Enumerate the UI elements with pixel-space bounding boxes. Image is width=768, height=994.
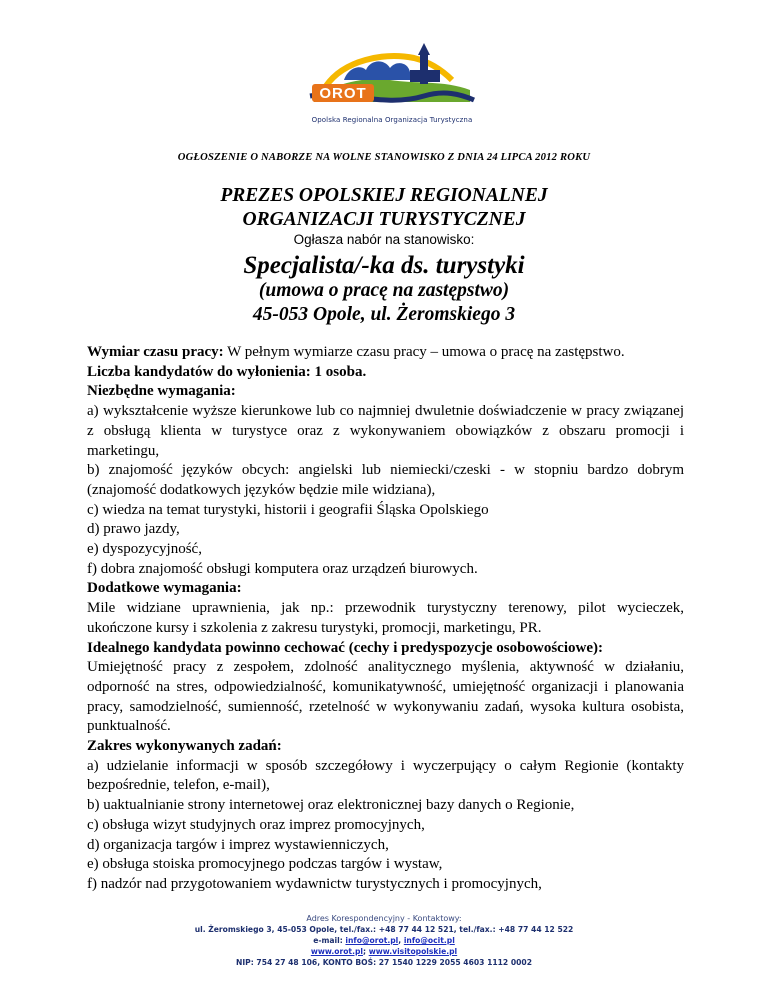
- task-item-a: a) udzielanie informacji w sposób szczegółowy i wyczerpujący o całym Regionie (kontakty bezpośrednie, telefon, e-mail),: [87, 757, 684, 794]
- footer-web-sep: ;: [363, 947, 369, 956]
- task-item-c: c) obsługa wizyt studyjnych oraz imprez promocyjnych,: [87, 816, 425, 833]
- extra-heading: Dodatkowe wymagania:: [87, 580, 242, 597]
- footer-address-label: Adres Korespondencyjny - Kontaktowy:: [306, 914, 462, 923]
- contract-type: (umowa o pracę na zastępstwo): [258, 280, 510, 301]
- web-link-visitopolskie[interactable]: www.visitopolskie.pl: [368, 947, 458, 956]
- extra-text: Mile widziane uprawnienia, jak np.: przewodnik turystyczny terenowy, pilot wycieczek, ukończone kursy i szkolenia z zakresu turystyki, promocji, marketingu, PR.: [87, 600, 684, 636]
- document-body: [87, 343, 684, 895]
- logo-org-name: Opolska Regionalna Organizacja Turystyczna: [311, 116, 473, 124]
- tower-roof: [418, 43, 430, 55]
- required-item-a: a) wykształcenie wyższe kierunkowe lub co najmniej dwuletnie doświadczenie w pracy związanej z obsługą klienta w turystyce oraz z wykonywaniem obowiązków z obszaru promocji i marketingu,: [87, 403, 684, 459]
- office-address: 45-053 Opole, ul. Żeromskiego 3: [252, 304, 516, 325]
- required-item-f: f) dobra znajomość obsługi komputera oraz urządzeń biurowych.: [87, 560, 478, 577]
- subtitle: Ogłasza nabór na stanowisko:: [293, 232, 475, 247]
- position-title: Specjalista/-ka ds. turystyki: [243, 252, 525, 279]
- task-item-e: e) obsługa stoiska promocyjnego podczas targów i wystaw,: [87, 856, 443, 873]
- worktime-label: Wymiar czasu pracy:: [87, 344, 224, 360]
- logo-wordmark: OROT: [319, 85, 367, 102]
- required-item-e: e) dyspozycyjność,: [87, 541, 202, 558]
- castle-wall: [410, 70, 440, 82]
- footer: [0, 913, 768, 968]
- footer-address: ul. Żeromskiego 3, 45-053 Opole, tel./fax.: +48 77 44 12 521, tel./fax.: +48 77 44 12 522: [194, 925, 574, 934]
- orot-logo: [304, 40, 480, 130]
- ideal-text: Umiejętność pracy z zespołem, zdolność analitycznego myślenia, aktywność w działaniu, odporność na stres, odpowiedzialność, komunikatywność, umiejętność organizacji i planowania pracy, samodzielność, sumienność, rzetelność w wykonywaniu zadań, wysoka kultura osobista, punktualność.: [87, 659, 684, 735]
- required-item-b: b) znajomość języków obcych: angielski lub niemiecki/czeski - w stopniu bardzo dobrym (znajomość dodatkowych języków będzie mile widziana),: [87, 462, 684, 498]
- required-heading: Niezbędne wymagania:: [87, 383, 236, 400]
- tasks-heading: Zakres wykonywanych zadań:: [87, 738, 282, 755]
- footer-email-line: [0, 935, 768, 946]
- logo-graphic: [304, 40, 480, 118]
- email-link-ocit[interactable]: info@ocit.pl: [403, 936, 455, 945]
- email-link-orot[interactable]: info@orot.pl: [345, 936, 399, 945]
- footer-email-sep: ,: [398, 936, 404, 945]
- title-block: [0, 184, 768, 232]
- announcement-line: OGŁOSZENIE O NABORZE NA WOLNE STANOWISKO Z DNIA 24 LIPCA 2012 ROKU: [177, 152, 591, 163]
- candidates-count: Liczba kandydatów do wyłonienia: 1 osoba.: [87, 363, 367, 380]
- worktime-value: W pełnym wymiarze czasu pracy – umowa o pracę na zastępstwo.: [223, 344, 625, 360]
- title-line-2: ORGANIZACJI TURYSTYCZNEJ: [242, 209, 526, 230]
- footer-web-line: [0, 946, 768, 957]
- footer-email-label: e-mail:: [313, 936, 346, 945]
- footer-bank-details: NIP: 754 27 48 106, KONTO BOŚ: 27 1540 1229 2055 4603 1112 0002: [236, 958, 532, 967]
- required-item-d: d) prawo jazdy,: [87, 521, 180, 538]
- worktime-paragraph: [87, 343, 684, 363]
- ideal-heading: Idealnego kandydata powinno cechować (cechy i predyspozycje osobowościowe):: [87, 639, 603, 656]
- task-item-f: f) nadzór nad przygotowaniem wydawnictw turystycznych i promocyjnych,: [87, 875, 542, 892]
- web-link-orot[interactable]: www.orot.pl: [310, 947, 363, 956]
- title-line-1: PREZES OPOLSKIEJ REGIONALNEJ: [220, 185, 548, 206]
- task-item-d: d) organizacja targów i imprez wystawienniczych,: [87, 836, 389, 853]
- required-item-c: c) wiedza na temat turystyki, historii i geografii Śląska Opolskiego: [87, 501, 489, 518]
- task-item-b: b) uaktualnianie strony internetowej oraz elektronicznej bazy danych o Regionie,: [87, 797, 575, 814]
